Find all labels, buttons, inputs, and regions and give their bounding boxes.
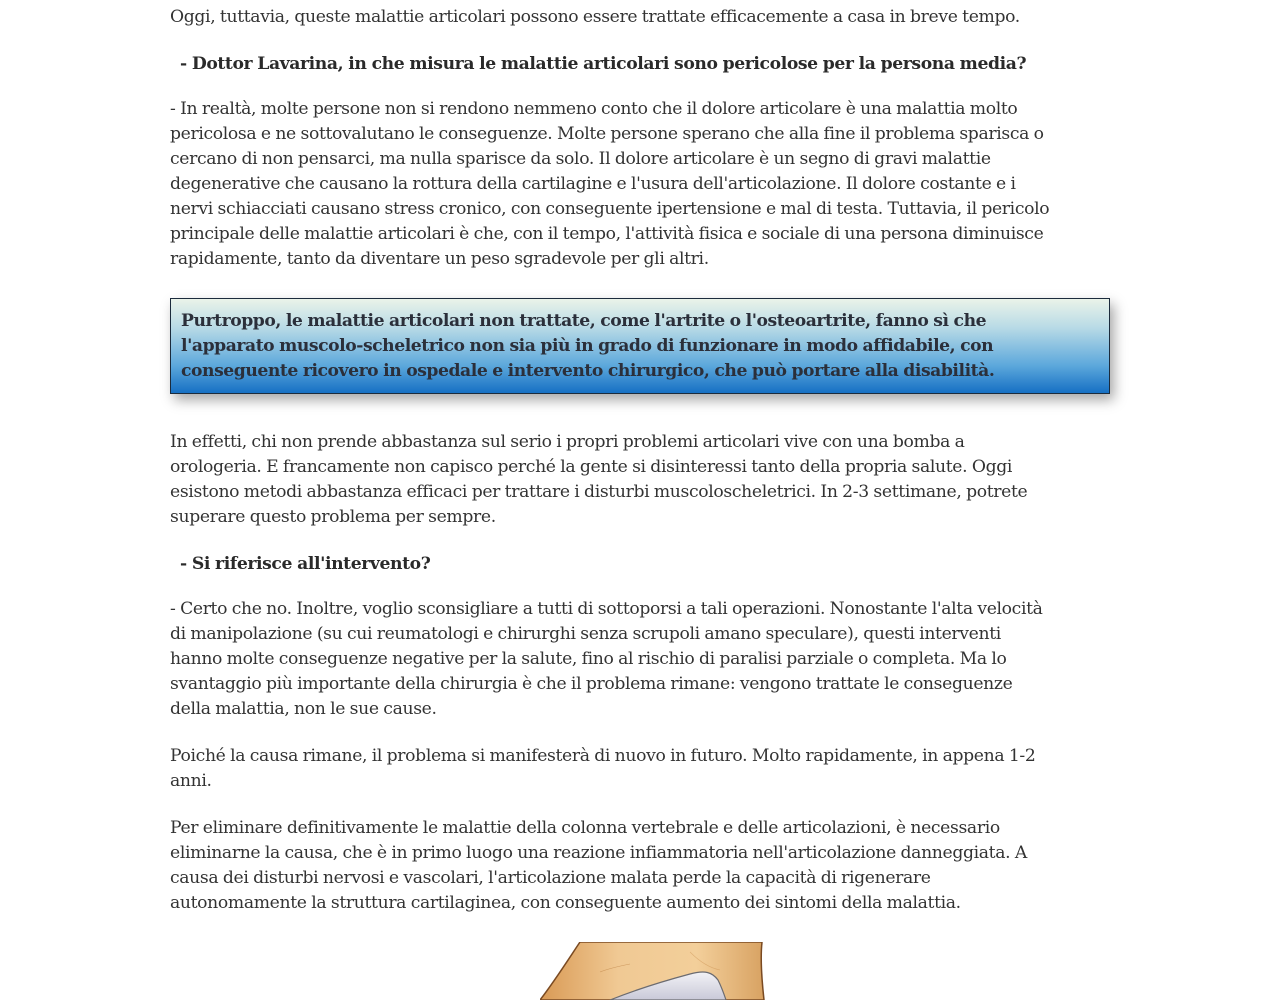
paragraph-line: Poiché la causa rimane, il problema si manifesterà di nuovo in futuro. Molto rapidamente, in appena 1-2 <box>170 746 1036 766</box>
callout-line: Purtroppo, le malattie articolari non trattate, come l'artrite o l'osteoartrite, fanno sì che <box>181 311 987 331</box>
paragraph-line: esistono metodi abbastanza efficaci per trattare i disturbi muscoloscheletrici. In 2-3 settimane, potrete <box>170 482 1028 502</box>
answer-2-line: - Certo che no. Inoltre, voglio sconsigliare a tutti di sottoporsi a tali operazioni. Nonostante l'alta velocità <box>170 599 1043 619</box>
answer-1-line: degenerative che causano la rottura della cartilagine e l'usura dell'articolazione. Il dolore costante e i <box>170 174 1016 194</box>
interview-answer-1 <box>170 97 1049 272</box>
interview-question-1: - Dottor Lavarina, in che misura le malattie articolari sono pericolose per la persona media? <box>180 54 1027 74</box>
paragraph-recurrence <box>170 744 1035 794</box>
bone-icon <box>540 942 770 1000</box>
answer-2-line: della malattia, non le sue cause. <box>170 699 437 719</box>
paragraph-line: eliminarne la causa, che è in primo luogo una reazione infiammatoria nell'articolazione danneggiata. A <box>170 843 1027 863</box>
interview-answer-2 <box>170 597 1043 722</box>
callout-line: l'apparato muscolo-scheletrico non sia più in grado di funzionare in modo affidabile, con <box>181 336 994 356</box>
answer-2-line: hanno molte conseguenze negative per la salute, fino al rischio di paralisi parziale o completa. Ma lo <box>170 649 1007 669</box>
paragraph-time-bomb <box>170 430 1027 530</box>
highlight-callout <box>170 298 1110 394</box>
answer-1-line: nervi schiacciati causano stress cronico, con conseguente ipertensione e mal di testa. Tuttavia, il pericolo <box>170 199 1050 219</box>
answer-1-line: cercano di non pensarci, ma nulla sparisce da solo. Il dolore articolare è un segno di gravi malattie <box>170 149 991 169</box>
paragraph-line: orologeria. E francamente non capisco perché la gente si disinteressi tanto della propria salute. Oggi <box>170 457 1013 477</box>
interview-question-2: - Si riferisce all'intervento? <box>180 554 431 574</box>
paragraph-cause <box>170 816 1027 916</box>
paragraph-line: In effetti, chi non prende abbastanza sul serio i propri problemi articolari vive con una bomba a <box>170 432 965 452</box>
intro-paragraph: Oggi, tuttavia, queste malattie articolari possono essere trattate efficacemente a casa in breve tempo. <box>170 7 1020 27</box>
paragraph-line: anni. <box>170 771 212 791</box>
joint-bone-illustration <box>540 942 770 1000</box>
answer-1-line: pericolosa e ne sottovalutano le conseguenze. Molte persone sperano che alla fine il problema sparisca o <box>170 124 1044 144</box>
paragraph-line: causa dei disturbi nervosi e vascolari, l'articolazione malata perde la capacità di rigenerare <box>170 868 931 888</box>
answer-2-line: svantaggio più importante della chirurgia è che il problema rimane: vengono trattate le conseguenze <box>170 674 1013 694</box>
answer-2-line: di manipolazione (su cui reumatologi e chirurghi senza scrupoli amano speculare), questi interventi <box>170 624 1001 644</box>
paragraph-line: Per eliminare definitivamente le malattie della colonna vertebrale e delle articolazioni, è necessario <box>170 818 1000 838</box>
answer-1-line: principale delle malattie articolari è che, con il tempo, l'attività fisica e sociale di una persona diminuisce <box>170 224 1044 244</box>
answer-1-line: - In realtà, molte persone non si rendono nemmeno conto che il dolore articolare è una malattia molto <box>170 99 1018 119</box>
callout-line: conseguente ricovero in ospedale e intervento chirurgico, che può portare alla disabilità. <box>181 361 995 381</box>
paragraph-line: superare questo problema per sempre. <box>170 507 496 527</box>
paragraph-line: autonomamente la struttura cartilaginea, con conseguente aumento dei sintomi della malattia. <box>170 893 961 913</box>
answer-1-line: rapidamente, tanto da diventare un peso sgradevole per gli altri. <box>170 249 709 269</box>
